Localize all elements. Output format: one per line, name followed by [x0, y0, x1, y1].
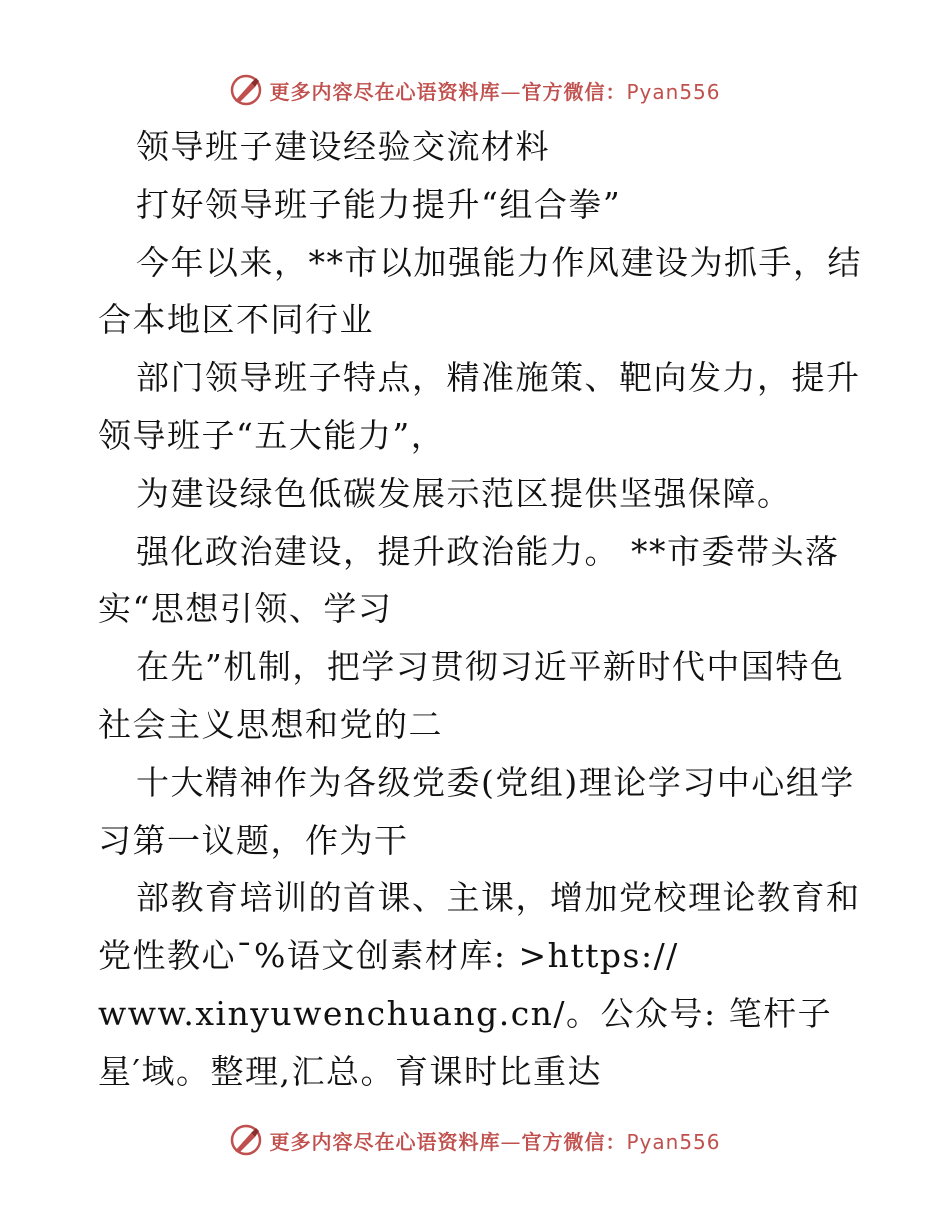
text-line: 在先”机制，把学习贯彻习近平新时代中国特色 — [136, 647, 845, 687]
watermark-wechat-label: 官方微信： — [521, 1129, 627, 1154]
watermark-text — [269, 76, 720, 105]
watermark-dash: — — [500, 79, 522, 104]
text-line: www.xinyuwenchuang.cn/。公众号: 笔杆子 — [98, 993, 833, 1033]
text-line: 星′域。整理,汇总。育课时比重达 — [98, 1051, 602, 1091]
watermark-banner-top — [0, 70, 950, 110]
watermark-banner-bottom — [0, 1120, 950, 1160]
text-line: 为建设绿色低碳发展示范区提供坚强保障。 — [136, 473, 792, 513]
watermark-text — [269, 1126, 720, 1155]
pen-logo-icon — [229, 1123, 263, 1157]
text-line: 领导班子“五大能力”， — [98, 415, 446, 455]
watermark-site-name: 更多内容尽在心语资料库 — [269, 1129, 501, 1154]
text-line: 强化政治建设，提升政治能力。 **市委带头落 — [136, 531, 840, 571]
document-title: 领导班子建设经验交流材料 — [136, 127, 550, 166]
document-subtitle: 打好领导班子能力提升“组合拳” — [136, 184, 622, 224]
pen-logo-icon — [229, 73, 263, 107]
watermark-wechat-id: Pyan556 — [626, 79, 721, 104]
text-line: 今年以来，**市以加强能力作风建设为抓手，结 — [136, 242, 862, 282]
text-line: 部门领导班子特点，精准施策、靶向发力，提升 — [136, 358, 861, 398]
watermark-wechat-label: 官方微信： — [521, 79, 627, 104]
text-line: 合本地区不同行业 — [98, 300, 374, 340]
text-line: 部教育培训的首课、主课，增加党校理论教育和 — [136, 878, 861, 918]
text-line: 十大精神作为各级党委(党组)理论学习中心组学 — [136, 762, 855, 802]
text-line: 习第一议题，作为干 — [98, 820, 409, 860]
text-line: 党性教心¯%语文创素材库: >https:// — [98, 936, 679, 976]
text-line: 实“思想引领、学习 — [98, 589, 393, 629]
watermark-dash: — — [500, 1129, 522, 1154]
watermark-site-name: 更多内容尽在心语资料库 — [269, 79, 501, 104]
document-body — [98, 118, 862, 1101]
text-line: 社会主义思想和党的二 — [98, 704, 443, 744]
watermark-wechat-id: Pyan556 — [626, 1129, 721, 1154]
